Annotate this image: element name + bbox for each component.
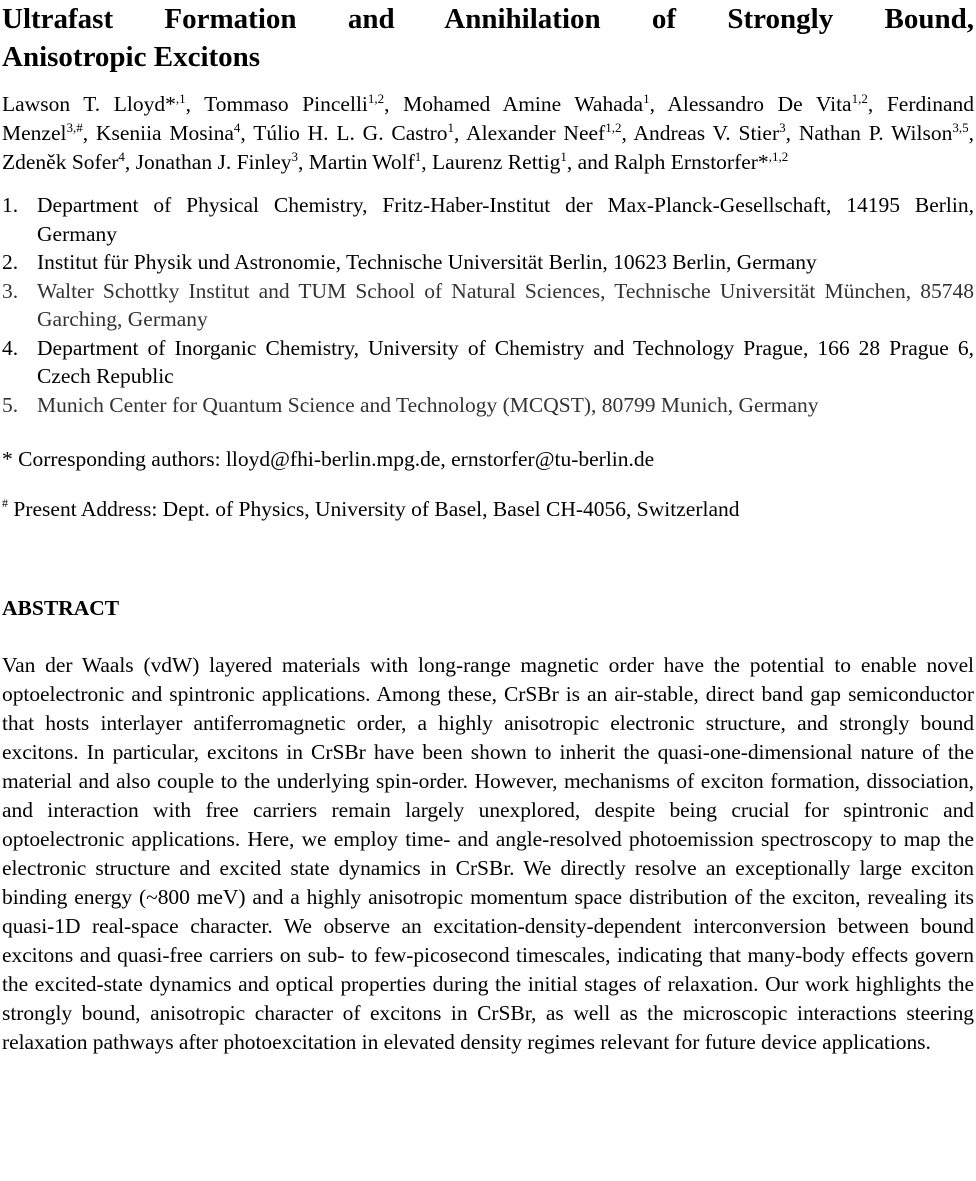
author: Tommaso Pincelli$^{1,2}$, <box>204 91 404 116</box>
author: Alexander Neef$^{1,2}$, <box>466 120 634 145</box>
present-address-text: Present Address: Dept. of Physics, University of Basel, Basel CH-4056, Switzerland <box>8 497 740 521</box>
affiliation-item: 3. Walter Schottky Institut and TUM School of Natural Sciences, Technische Universität München, 85748 Garching, Germany <box>2 278 974 331</box>
paper-page <box>2 0 974 1057</box>
affiliation-list <box>2 191 974 419</box>
present-address <box>2 495 974 524</box>
author: Martin Wolf$^1$, <box>308 149 433 174</box>
author: Alessandro De Vita$^{1,2}$, <box>667 91 887 116</box>
author: Ferdinand Menzel$^{3,\#}$, <box>2 92 974 145</box>
abstract-heading: ABSTRACT <box>2 596 120 620</box>
affiliation-item: 5. Munich Center for Quantum Science and Technology (MCQST), 80799 Munich, Germany <box>2 392 819 417</box>
author: Laurenz Rettig$^1$, and <box>432 149 615 174</box>
author: Zdeněk Sofer$^4$, <box>2 149 136 174</box>
author: Lawson T. Lloyd*$^{,1}$, <box>2 91 205 116</box>
author-list <box>2 90 974 177</box>
title-line-2: Anisotropic Excitons <box>2 41 261 73</box>
affiliation-item: 2. Institut für Physik und Astronomie, Technische Universität Berlin, 10623 Berlin, Germany <box>2 250 817 274</box>
author: Kseniia Mosina$^4$, <box>95 120 254 145</box>
paper-title <box>2 0 974 76</box>
author: Andreas V. Stier$^3$, <box>633 120 799 145</box>
author: Mohamed Amine Wahada$^1$, <box>403 91 668 116</box>
present-address-mark: # <box>2 496 8 510</box>
author: Nathan P. Wilson$^{3,5}$, <box>798 120 974 145</box>
corresponding-authors: * Corresponding authors: lloyd@fhi-berlin.mpg.de, ernstorfer@tu-berlin.de <box>2 447 655 471</box>
title-line-1: Ultrafast Formation and Annihilation of Strongly Bound, <box>2 3 974 35</box>
author: Túlio H. L. G. Castro$^1$, <box>253 120 467 145</box>
abstract-body: Van der Waals (vdW) layered materials with long-range magnetic order have the potential to enable novel optoelectronic and spintronic applications. Among these, CrSBr is an air-stable, direct band gap semiconductor that hosts interlayer antiferromagnetic order, a highly anisotropic electronic structure, and strongly bound excitons. In particular, excitons in CrSBr have been shown to inherit the quasi-one-dimensional nature of the material and also couple to the underlying spin-order. However, mechanisms of exciton formation, dissociation, and interaction with free carriers remain largely unexplored, despite being crucial for spintronic and optoelectronic applications. Here, we employ time- and angle-resolved photoemission spectroscopy to map the electronic structure and excited state dynamics in CrSBr. We directly resolve an exceptionally large exciton binding energy (~800 meV) and a highly anisotropic momentum space distribution of the exciton, revealing its quasi-1D real-space character. We observe an excitation-density-dependent interconversion between bound excitons and quasi-free carriers on sub- to few-picosecond timescales, indicating that many-body effects govern the excited-state dynamics and optical properties during the initial stages of relaxation. Our work highlights the strongly bound, anisotropic character of excitons in CrSBr, as well as the microscopic interactions steering relaxation pathways after photoexcitation in elevated density regimes relevant for future device applications. <box>2 653 974 1054</box>
author: Ralph Ernstorfer*$^{,1,2}$ <box>614 149 789 174</box>
affiliation-item: 1. Department of Physical Chemistry, Fritz-Haber-Institut der Max-Planck-Gesellschaft, 14195 Berlin, Germany <box>2 193 974 246</box>
author: Jonathan J. Finley$^3$, <box>135 149 309 174</box>
affiliation-item: 4. Department of Inorganic Chemistry, University of Chemistry and Technology Prague, 166 28 Prague 6, Czech Republic <box>2 335 974 388</box>
